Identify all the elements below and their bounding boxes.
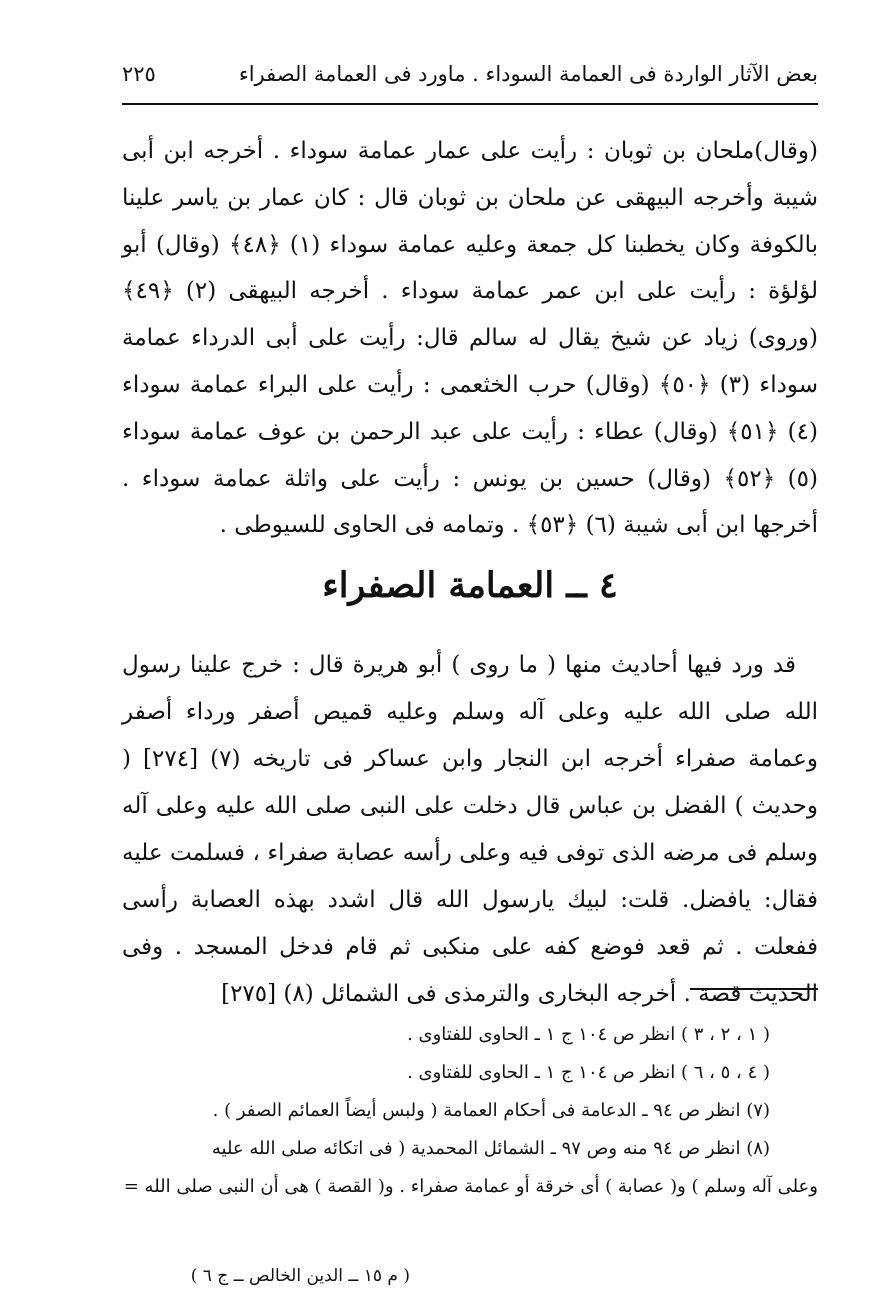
footnote-continuation: وعلى آله وسلم ) و( عصابة ) أى خرقة أو عمامة صفراء . و( القصة ) هى أن النبى صلى الله = [123, 1176, 818, 1197]
footnote: (٨) انظر ص ٩٤ منه وص ٩٧ ـ الشمائل المحمدية ( فى اتكائه صلى الله عليه [211, 1138, 770, 1159]
running-head [122, 54, 818, 94]
section-paragraph: قد ورد فيها أحاديث منها ( ما روى ) أبو هريرة قال : خرج علينا رسول الله صلى الله عليه وعلى آله وسلم وعليه قميص أصفر ورداء أصفر وعمامة صفراء أخرجه ابن النجار وابن عساكر فى تاريخه (٧) [٢٧٤] ( وحديث ) الفضل بن عباس قال دخلت على النبى صلى الله عليه وعلى آله وسلم فى مرضه الذى توفى فيه وعلى رأسه عصابة صفراء ، فسلمت عليه فقال: يافضل. قلت: لبيك يارسول الله قال اشدد بهذه العصابة رأسى ففعلت . ثم قعد فوضع كفه على منكبى ثم قام فدخل المسجد . وفى الحديث قصة . أخرجه البخارى والترمذى فى الشمائل (٨) [٢٧٥] [122, 652, 818, 1007]
footnote: ( ١ ، ٢ ، ٣ ) انظر ص ١٠٤ ج ١ ـ الحاوى للفتاوى . [407, 1024, 770, 1045]
footnote-divider [690, 988, 818, 990]
page-number: ٢٢٥ [122, 62, 156, 86]
footnotes [122, 1016, 818, 1206]
footnote: ( ٤ ، ٥ ، ٦ ) انظر ص ١٠٤ ج ١ ـ الحاوى للفتاوى . [407, 1062, 770, 1083]
header-divider [122, 103, 818, 105]
body-paragraph: (وقال)ملحان بن ثوبان : رأيت على عمار عمامة سوداء . أخرجه ابن أبى شيبة وأخرجه البيهقى عن ملحان بن ثوبان قال : كان عمار بن ياسر علينا بالكوفة وكان يخطبنا كل جمعة وعليه عمامة سوداء (١) ﴿٤٨﴾ (وقال) أبو لؤلؤة : رأيت على ابن عمر عمامة سوداء . أخرجه البيهقى (٢) ﴿٤٩﴾ (وروى) زياد عن شيخ يقال له سالم قال: رأيت على أبى الدرداء عمامة سوداء (٣) ﴿٥٠﴾ (وقال) حرب الخثعمى : رأيت على البراء عمامة سوداء (٤) ﴿٥١﴾ (وقال) عطاء : رأيت على عبد الرحمن بن عوف عمامة سوداء (٥) ﴿٥٢﴾ (وقال) حسين بن يونس : رأيت على واثلة عمامة سوداء . أخرجها ابن أبى شيبة (٦) ﴿٥٣﴾ . وتمامه فى الحاوى للسيوطى . [122, 138, 819, 539]
footnote: (٧) انظر ص ٩٤ ـ الدعامة فى أحكام العمامة ( ولبس أيضاً العمائم الصفر ) . [212, 1100, 770, 1121]
section-heading: ٤ ــ العمامة الصفراء [322, 565, 618, 606]
running-title: بعض الآثار الواردة فى العمامة السوداء . ماورد فى العمامة الصفراء [238, 62, 818, 86]
page-footer: ( م ١٥ ــ الدين الخالص ــ ج ٦ ) [190, 1266, 410, 1286]
